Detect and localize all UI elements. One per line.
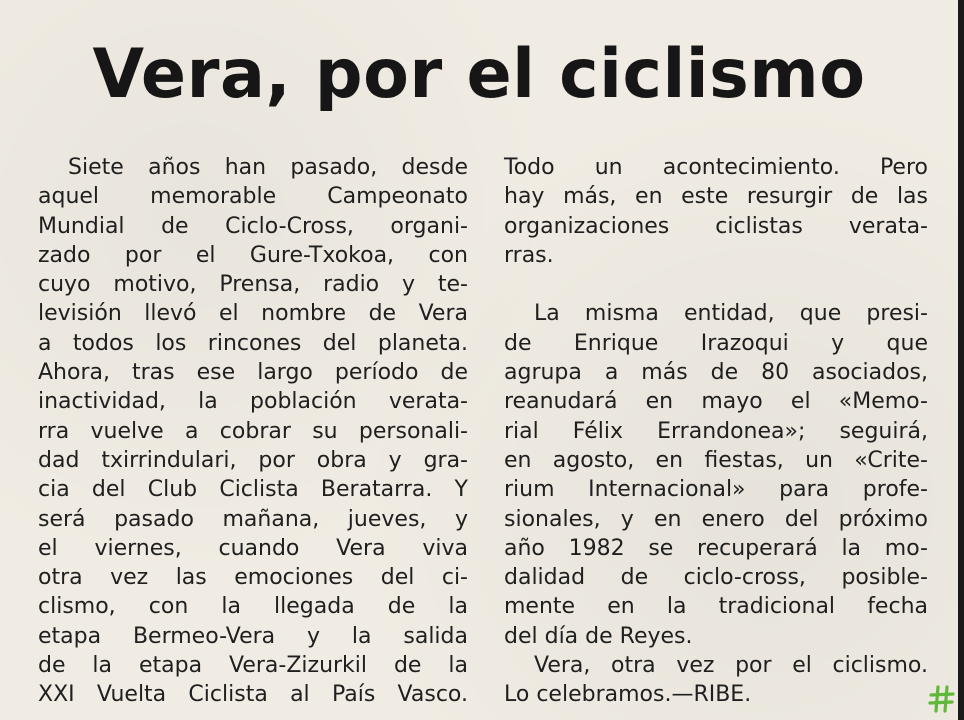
left-column bbox=[38, 153, 468, 710]
text-line: será pasado mañana, jueves, y bbox=[38, 506, 468, 532]
text-line: rium Internacional» para profe- bbox=[504, 477, 928, 503]
scan-border bbox=[958, 0, 964, 720]
text-line: año 1982 se recuperará la mo- bbox=[504, 535, 928, 561]
green-hashtag-logo-icon bbox=[928, 684, 956, 714]
text-line: La misma entidad, que presi- bbox=[534, 301, 928, 327]
paragraph-gap bbox=[504, 270, 928, 299]
text-line: el viernes, cuando Vera viva bbox=[38, 535, 468, 561]
text-line: levisión llevó el nombre de Vera bbox=[38, 301, 468, 327]
text-line: rial Félix Errandonea»; seguirá, bbox=[504, 418, 928, 444]
text-line: rras. bbox=[504, 242, 554, 268]
text-line: cuyo motivo, Prensa, radio y te- bbox=[38, 272, 468, 298]
text-line: del día de Reyes. bbox=[504, 623, 693, 649]
text-line: inactividad, la población verata- bbox=[38, 389, 468, 415]
text-line: agrupa a más de 80 asociados, bbox=[504, 360, 928, 386]
text-line: Vera, otra vez por el ciclismo. bbox=[534, 653, 928, 679]
text-line: clismo, con la llegada de la bbox=[38, 594, 468, 620]
text-line: Siete años han pasado, desde bbox=[68, 155, 468, 180]
text-line: cia del Club Ciclista Beratarra. Y bbox=[38, 477, 468, 503]
right-column bbox=[504, 153, 928, 710]
text-line: Todo un acontecimiento. Pero bbox=[504, 155, 928, 180]
text-line: sionales, y en enero del próximo bbox=[504, 506, 928, 532]
article-headline: Vera, por el ciclismo bbox=[92, 35, 866, 114]
text-line: Lo celebramos.—RIBE. bbox=[504, 682, 752, 708]
text-line: reanudará en mayo el «Memo- bbox=[504, 389, 928, 415]
text-line: aquel memorable Campeonato bbox=[38, 184, 468, 210]
text-line: organizaciones ciclistas verata- bbox=[504, 213, 928, 239]
text-line: hay más, en este resurgir de las bbox=[504, 184, 928, 210]
text-line: en agosto, en fiestas, un «Crite- bbox=[504, 447, 928, 473]
text-line: XXI Vuelta Ciclista al País Vasco. bbox=[38, 682, 468, 708]
text-line: de Enrique Irazoqui y que bbox=[504, 330, 928, 356]
text-line: rra vuelve a cobrar su personali- bbox=[38, 418, 468, 444]
text-line: de la etapa Vera-Zizurkil de la bbox=[38, 653, 468, 679]
text-line: mente en la tradicional fecha bbox=[504, 594, 928, 620]
text-line: zado por el Gure-Txokoa, con bbox=[38, 242, 468, 268]
text-line: otra vez las emociones del ci- bbox=[38, 565, 468, 591]
text-line: etapa Bermeo-Vera y la salida bbox=[38, 623, 468, 649]
text-line: dad txirrindulari, por obra y gra- bbox=[38, 447, 468, 473]
text-line: Mundial de Ciclo-Cross, organi- bbox=[38, 213, 468, 239]
text-line: Ahora, tras ese largo período de bbox=[38, 360, 468, 386]
text-line: dalidad de ciclo-cross, posible- bbox=[504, 565, 928, 591]
text-line: a todos los rincones del planeta. bbox=[38, 330, 468, 356]
